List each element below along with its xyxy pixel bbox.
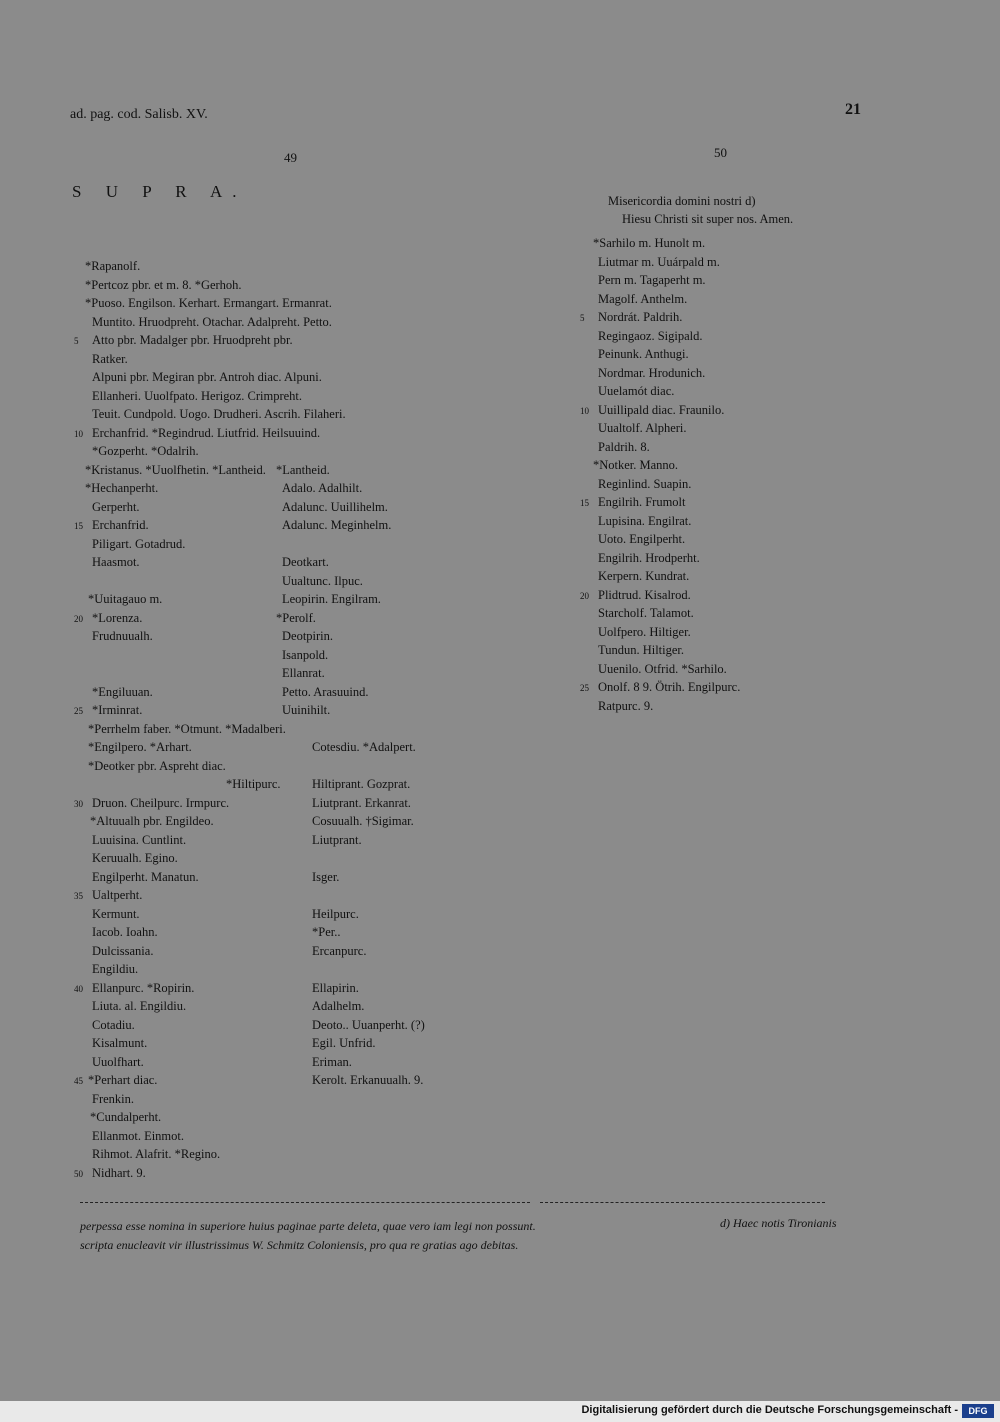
right-column-number: 50	[714, 145, 727, 160]
name-line: *Irminrat.	[92, 703, 143, 717]
line-number-marker: 50	[74, 1168, 83, 1179]
name-line: Nordrát. Paldrih.	[598, 310, 683, 324]
name-line: Uualtunc. Ilpuc.	[282, 573, 363, 588]
line-number-marker: 5	[580, 313, 585, 323]
footnote-d: d) Haec notis Tironianis	[720, 1216, 837, 1230]
name-line: Teuit. Cundpold. Uogo. Drudheri. Ascrih. Filaheri.	[92, 407, 346, 421]
line-number-marker: 20	[580, 590, 589, 601]
line-number-marker: 45	[74, 1076, 83, 1086]
name-line: *Rapanolf.	[85, 259, 141, 273]
name-line: Ellanheri. Uuolfpato. Herigoz. Crimpreht.	[92, 388, 303, 403]
line-number-marker: 15	[580, 498, 589, 508]
dfg-logo-icon: DFG	[962, 1404, 994, 1418]
right-intro-line-2: Hiesu Christi sit super nos. Amen.	[622, 212, 794, 226]
footnote-line-2: scripta enucleavit vir illustrissimus W. Schmitz Coloniensis, pro qua re gratias ago debitas.	[80, 1238, 519, 1252]
name-line: Erchanfrid. *Regindrud. Liutfrid. Heilsuuind.	[92, 425, 321, 440]
line-number-marker: 5	[74, 336, 79, 346]
line-number-marker: 25	[580, 683, 589, 693]
line-number-marker: 40	[74, 983, 83, 994]
name-line: *Per..	[312, 925, 341, 939]
name-line: Iacob. Ioahn.	[92, 925, 158, 939]
name-line: Uuelamót diac.	[598, 384, 675, 398]
name-line: *Hechanperht.	[85, 481, 159, 495]
name-line: Engilrih. Frumolt	[598, 495, 686, 509]
funding-credit-text: Digitalisierung gefördert durch die Deutsche Forschungsgemeinschaft -	[581, 1404, 958, 1416]
name-line: *Altuualh pbr. Engildeo.	[90, 814, 214, 828]
line-number-marker: 10	[580, 405, 589, 416]
name-line: Uoto. Engilperht.	[598, 532, 686, 546]
name-line: Uuinihilt.	[282, 703, 331, 717]
name-line: Hiltiprant. Gozprat.	[312, 777, 411, 791]
name-line: *Engiluuan.	[92, 684, 153, 699]
name-line: *Cundalperht.	[90, 1110, 162, 1124]
name-line: Ratpurc. 9.	[598, 698, 654, 713]
name-line: Gerperht.	[92, 499, 140, 514]
name-line: Nordmar. Hrodunich.	[598, 365, 706, 380]
name-line: Kerolt. Erkanuualh. 9.	[312, 1073, 424, 1087]
name-line: *Uuitagauo m.	[88, 592, 163, 606]
name-line: Cosuualh. †Sigimar.	[312, 814, 414, 828]
footnote-line-1: perpessa esse nomina in superiore huius paginae parte deleta, quae vero iam legi non possunt.	[80, 1219, 536, 1233]
name-line: Adalunc. Meginhelm.	[282, 518, 392, 532]
name-line: Engilperht. Manatun.	[92, 869, 199, 884]
footnote-separator-right	[540, 1202, 825, 1203]
name-line: Haasmot.	[92, 555, 140, 569]
line-number-marker: 35	[74, 891, 83, 901]
name-line: Kerpern. Kundrat.	[598, 569, 690, 583]
name-line: Liutprant.	[312, 832, 362, 847]
name-line: *Perhart diac.	[88, 1073, 158, 1087]
line-number-marker: 25	[74, 706, 83, 716]
name-line: Isger.	[312, 869, 340, 884]
name-line: Keruualh. Egino.	[92, 851, 178, 865]
funding-credit-bar	[0, 1401, 1000, 1422]
name-line: Luuisina. Cuntlint.	[92, 832, 187, 847]
name-line: *Gozperht. *Odalrih.	[92, 444, 199, 458]
name-line: Adalhelm.	[312, 999, 365, 1013]
name-line: Kisalmunt.	[92, 1036, 148, 1050]
name-line: Ercanpurc.	[312, 943, 367, 958]
name-line: Frenkin.	[92, 1091, 135, 1106]
name-line: Isanpold.	[282, 647, 329, 662]
name-line: Plidtrud. Kisalrod.	[598, 587, 691, 602]
name-line: Alpuni pbr. Megiran pbr. Antroh diac. Alpuni.	[92, 370, 322, 384]
name-line: Eriman.	[312, 1054, 352, 1069]
name-line: Engildiu.	[92, 962, 139, 976]
name-line: Deoto.. Uuanperht. (?)	[312, 1017, 425, 1032]
name-line: Tundun. Hiltiger.	[598, 643, 685, 657]
name-line: Petto. Arasuuind.	[282, 684, 369, 699]
name-line: Starcholf. Talamot.	[598, 606, 694, 620]
name-line: *Kristanus. *Uuolfhetin. *Lantheid.	[85, 462, 266, 477]
name-line: Adalo. Adalhilt.	[282, 481, 363, 495]
name-line: Onolf. 8 9. Ötrih. Engilpurc.	[598, 680, 741, 694]
name-line: Deotpirin.	[282, 629, 334, 643]
name-line: Piligart. Gotadrud.	[92, 536, 186, 551]
line-number-marker: 15	[74, 521, 83, 531]
name-line: Dulcissania.	[92, 943, 154, 958]
name-line: Nidhart. 9.	[92, 1165, 146, 1180]
line-number-marker: 20	[74, 613, 83, 624]
name-line: Egil. Unfrid.	[312, 1036, 376, 1050]
name-line: Uualtolf. Alpheri.	[598, 421, 687, 435]
name-line: Uuenilo. Otfrid. *Sarhilo.	[598, 661, 727, 676]
name-line: Frudnuualh.	[92, 629, 153, 643]
name-line: Cotesdiu. *Adalpert.	[312, 740, 416, 754]
name-line: *Pertcoz pbr. et m. 8. *Gerhoh.	[85, 277, 242, 292]
name-line: Erchanfrid.	[92, 518, 149, 532]
name-line: *Puoso. Engilson. Kerhart. Ermangart. Ermanrat.	[85, 296, 332, 310]
name-line: Engilrih. Hrodperht.	[598, 550, 700, 565]
name-line: Paldrih. 8.	[598, 439, 650, 454]
name-line: Lupisina. Engilrat.	[598, 513, 692, 528]
name-line: Magolf. Anthelm.	[598, 291, 688, 306]
name-line: Kermunt.	[92, 906, 140, 921]
line-number-marker: 30	[74, 798, 83, 809]
name-line: Uuolfhart.	[92, 1054, 144, 1069]
name-line: Regingaoz. Sigipald.	[598, 328, 703, 343]
name-line: Rihmot. Alafrit. *Regino.	[92, 1147, 221, 1161]
name-line: *Perrhelm faber. *Otmunt. *Madalberi.	[88, 721, 286, 736]
name-line: *Lantheid.	[276, 462, 330, 477]
name-line: Ellapirin.	[312, 980, 359, 995]
name-line: Ellanmot. Einmot.	[92, 1128, 185, 1143]
name-line: Ratker.	[92, 351, 128, 366]
name-line: *Sarhilo m. Hunolt m.	[593, 236, 706, 250]
name-line: Atto pbr. Madalger pbr. Hruodpreht pbr.	[92, 333, 293, 347]
footnote-separator-left	[80, 1202, 530, 1203]
name-line: Liutprant. Erkanrat.	[312, 795, 411, 810]
name-line: Druon. Cheilpurc. Irmpurc.	[92, 795, 230, 810]
name-line: Deotkart.	[282, 555, 329, 569]
name-line: Peinunk. Anthugi.	[598, 347, 689, 361]
name-line: *Engilpero. *Arhart.	[88, 740, 192, 754]
name-line: *Hiltipurc.	[226, 777, 281, 791]
header-left: ad. pag. cod. Salisb. XV.	[70, 107, 208, 122]
name-line: Ellanrat.	[282, 666, 325, 680]
name-line: Cotadiu.	[92, 1017, 135, 1032]
name-line: *Notker. Manno.	[593, 458, 679, 472]
name-line: Heilpurc.	[312, 906, 359, 921]
name-line: *Perolf.	[276, 610, 316, 625]
name-line: Ellanpurc. *Ropirin.	[92, 980, 195, 995]
name-line: Reginlind. Suapin.	[598, 476, 692, 491]
name-line: Liutmar m. Uuárpald m.	[598, 254, 720, 269]
name-line: Uolfpero. Hiltiger.	[598, 624, 691, 639]
page-number: 21	[845, 101, 861, 118]
left-column-number: 49	[284, 150, 297, 165]
name-line: Ualtperht.	[92, 888, 143, 902]
line-number-marker: 10	[74, 428, 83, 439]
name-line: Muntito. Hruodpreht. Otachar. Adalpreht. Petto.	[92, 314, 332, 329]
name-line: Adalunc. Uuillihelm.	[282, 499, 388, 514]
right-intro-line-1: Misericordia domini nostri d)	[608, 194, 756, 208]
section-heading: S U P R A.	[72, 182, 247, 201]
name-line: Uuillipald diac. Fraunilo.	[598, 402, 725, 417]
name-line: *Deotker pbr. Aspreht diac.	[88, 758, 226, 773]
name-line: Pern m. Tagaperht m.	[598, 273, 706, 287]
name-line: Leopirin. Engilram.	[282, 592, 381, 606]
name-line: *Lorenza.	[92, 610, 143, 625]
name-line: Liuta. al. Engildiu.	[92, 999, 187, 1013]
